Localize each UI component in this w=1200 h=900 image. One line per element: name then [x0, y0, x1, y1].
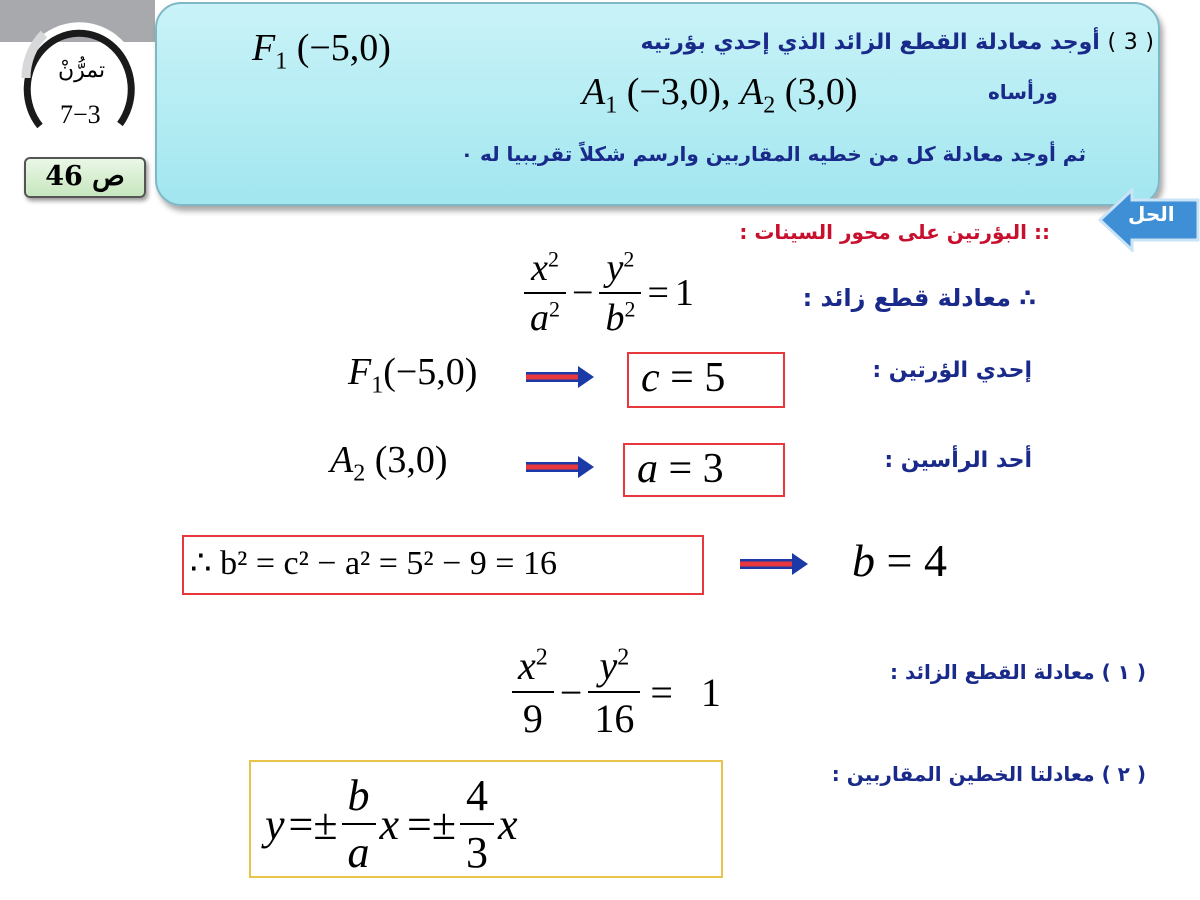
c-rest: = 5 — [670, 355, 726, 401]
eq-y: y — [606, 247, 624, 289]
b-var: b — [852, 535, 875, 586]
math-A1: A — [582, 71, 606, 113]
vertex-A-sub: 2 — [353, 460, 366, 487]
problem-line-2-math — [582, 70, 858, 120]
a-result — [637, 445, 724, 493]
general-hyperbola-equation — [524, 246, 694, 340]
c-result — [641, 354, 725, 402]
a-rest: = 3 — [668, 446, 724, 492]
final-y: y — [599, 643, 618, 688]
math-A2-val: (3,0) — [784, 71, 858, 113]
asymptote-equation — [265, 770, 518, 878]
item2-label: ( ٢ ) معادلتا الخطين المقاربين : — [831, 762, 1146, 786]
math-A1-sub: 1 — [605, 92, 618, 119]
final-den-16: 16 — [594, 696, 635, 741]
asym-3: 3 — [466, 828, 488, 877]
asym-x2: x — [498, 799, 518, 849]
a-var: a — [637, 446, 658, 492]
c-var: c — [641, 355, 660, 401]
eq-minus: − — [572, 272, 594, 314]
eq-a: a — [530, 297, 549, 339]
exercise-ring-icon — [14, 8, 146, 158]
foci-axis-label: :: البؤرتين على محور السينات : — [739, 220, 1050, 244]
problem-line-2-text: ورأساه — [988, 80, 1058, 104]
vertex-arrow-icon — [524, 454, 596, 480]
eq-x-exp: 2 — [547, 246, 559, 272]
problem-number-close: ) — [1107, 30, 1117, 55]
asym-x1: x — [379, 799, 400, 849]
focus-arrow-icon — [524, 364, 596, 390]
final-equals: = — [650, 669, 673, 715]
problem-number: 3 — [1123, 30, 1138, 55]
a-result-box — [623, 443, 785, 497]
problem-line-1-text: أوجد معادلة القطع الزائد الذي إحدي بؤرتيه — [640, 30, 1100, 55]
final-hyperbola-equation — [512, 642, 721, 742]
frac-b-a — [342, 770, 376, 878]
focus-F: F — [348, 351, 372, 393]
asym-y: y — [265, 799, 285, 849]
eq-equals: = — [647, 272, 669, 314]
final-den-9: 9 — [522, 696, 543, 741]
exercise-number: 7−3 — [60, 100, 101, 129]
page-ref-box — [24, 157, 146, 198]
b-calc-box — [182, 535, 704, 595]
vertex-label: أحد الرأسين : — [884, 448, 1032, 473]
eq-a-exp: 2 — [549, 296, 560, 322]
problem-number-open: ( — [1145, 30, 1154, 55]
eq-y-exp: 2 — [623, 246, 635, 272]
b-calc: ∴ b² = c² − a² = 5² − 9 = 16 — [190, 545, 557, 582]
asym-4: 4 — [466, 771, 488, 820]
final-minus: − — [559, 669, 583, 715]
b-result — [852, 534, 947, 587]
eq-b-exp: 2 — [624, 296, 636, 322]
frac-x2-9 — [512, 642, 554, 742]
math-A1-val: (−3,0), — [626, 71, 731, 113]
frac-y2-b2 — [599, 246, 641, 340]
b-rest: = 4 — [886, 535, 947, 586]
focus-val: (−5,0) — [383, 351, 478, 393]
focus-F-sub: 1 — [371, 372, 384, 399]
vertex-math — [330, 438, 448, 488]
final-one: 1 — [700, 669, 721, 715]
frac-y2-16 — [588, 642, 640, 742]
hyperbola-equation-label: ∴ معادلة قطع زائد : — [802, 284, 1036, 312]
asym-a: a — [347, 828, 370, 877]
math-A2: A — [739, 71, 764, 113]
problem-line-1-math — [252, 26, 391, 76]
asymptote-box — [249, 760, 723, 878]
asym-b: b — [347, 771, 370, 820]
page-ref: ص 46 — [45, 161, 125, 192]
frac-4-3 — [460, 770, 494, 878]
vertex-A: A — [330, 439, 354, 481]
math-A2-sub: 2 — [763, 92, 776, 119]
eq-b: b — [605, 297, 625, 339]
c-result-box — [627, 352, 785, 408]
solution-badge-label: الحل — [1128, 202, 1175, 226]
math-F: F — [252, 27, 276, 69]
vertex-val: (3,0) — [374, 439, 448, 481]
final-x: x — [518, 643, 536, 688]
problem-line-1 — [641, 30, 1154, 55]
problem-line-3: ثم أوجد معادلة كل من خطيه المقاربين وارسم شكلاً تقريبيا له ٠ — [460, 142, 1086, 166]
focus-label: إحدي الؤرتين : — [872, 358, 1032, 383]
asym-pm1: =± — [288, 799, 338, 849]
math-F-sub: 1 — [275, 48, 288, 75]
focus-math — [348, 350, 477, 400]
frac-x2-a2 — [524, 246, 566, 340]
eq-x: x — [531, 247, 548, 289]
exercise-label: تمرُّنْ — [58, 58, 106, 83]
b-arrow-icon — [738, 551, 810, 577]
final-y-exp: 2 — [617, 644, 630, 671]
asym-pm2: =± — [407, 799, 456, 849]
eq-one: 1 — [674, 272, 694, 314]
math-F-val: (−5,0) — [296, 27, 391, 69]
item1-label: ( ١ ) معادلة القطع الزائد : — [890, 660, 1146, 684]
final-x-exp: 2 — [535, 644, 548, 671]
